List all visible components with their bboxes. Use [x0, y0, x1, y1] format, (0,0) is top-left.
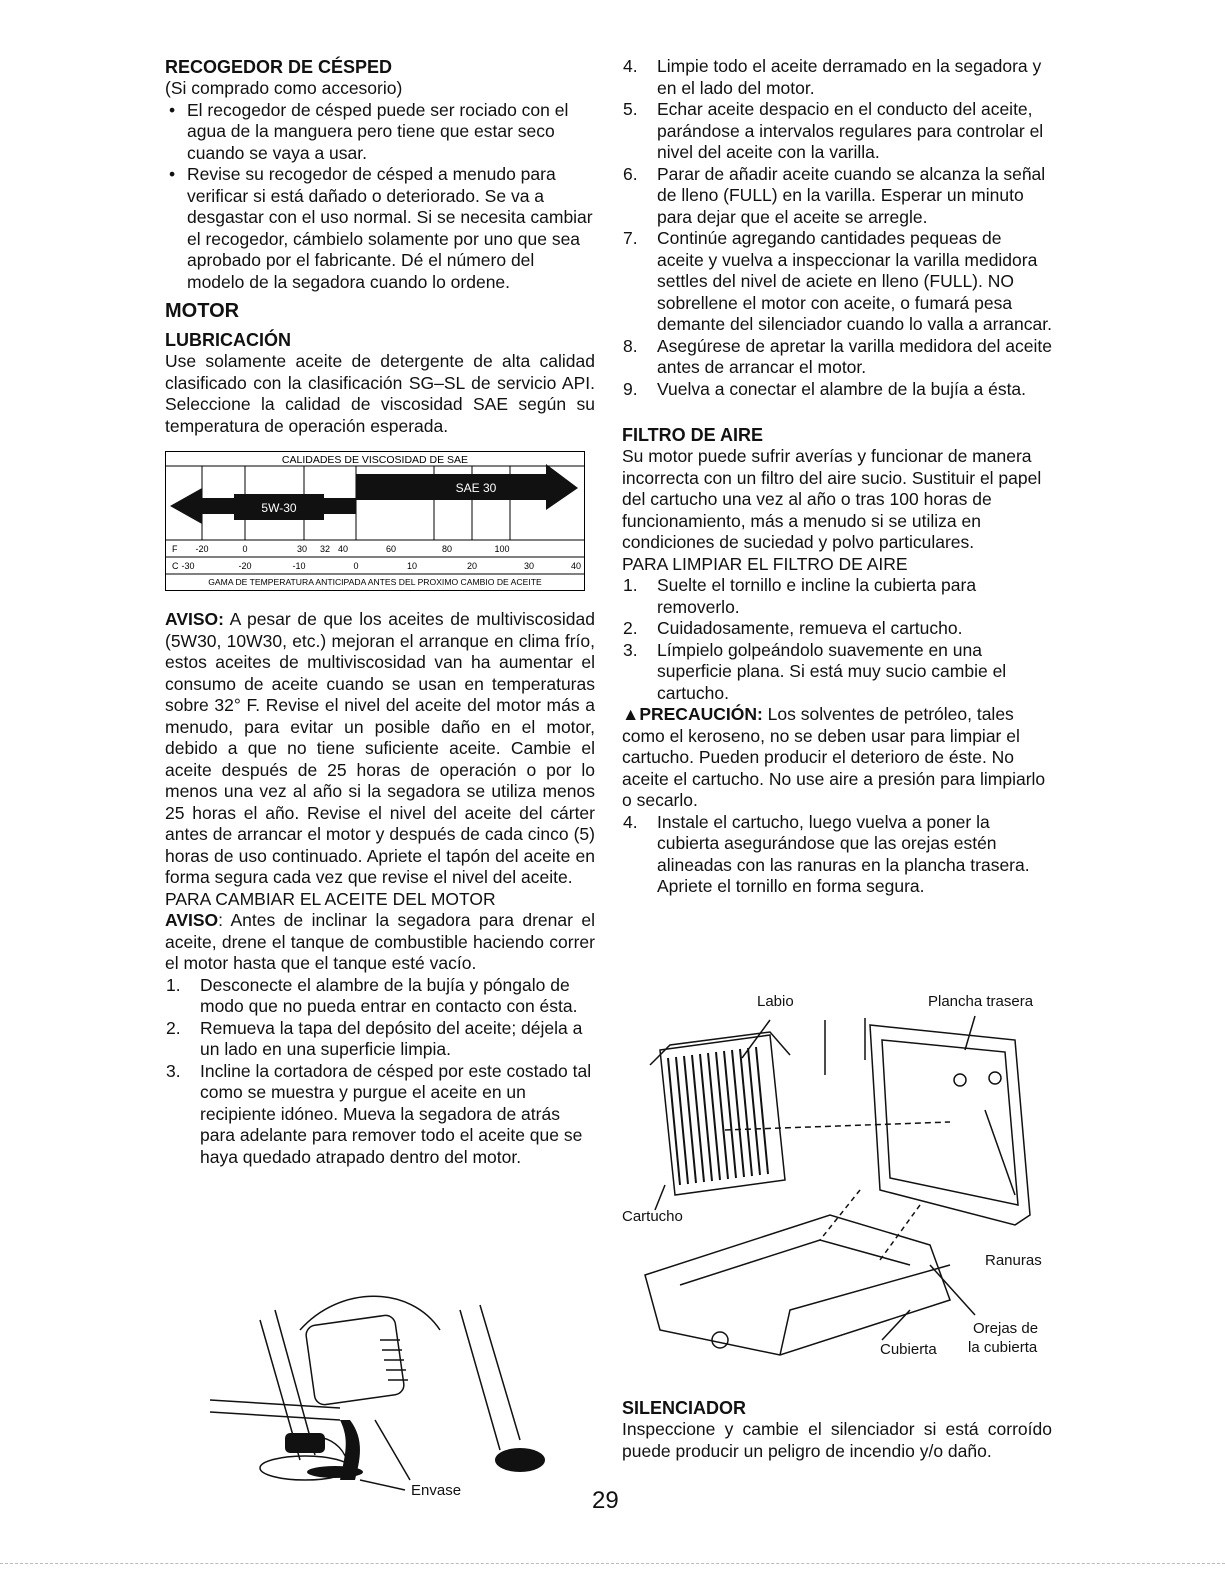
step-text: Limpie todo el aceite derramado en la segadora y en el lado del motor.: [657, 56, 1042, 98]
oil-drain-illustration: [200, 1290, 570, 1500]
oil-change-steps: [165, 975, 595, 1169]
step-number: 6.: [623, 163, 638, 184]
step-text: Límpielo golpeándolo suavemente en una superficie plana. Si está muy sucio cambie el cartucho.: [657, 639, 1007, 703]
list-item: [622, 99, 1052, 164]
right-column: [622, 56, 1052, 898]
air-filter-illustration: [620, 1010, 1055, 1365]
sae-chart-svg: [166, 452, 584, 590]
precaucion-paragraph: [622, 704, 1052, 812]
step-number: 7.: [623, 228, 638, 248]
c-tick: 0: [353, 561, 359, 571]
precaucion-label: PRECAUCIÓN:: [639, 704, 763, 724]
fig-label-ranuras: Ranuras: [985, 1252, 1042, 1269]
chart-footer: GAMA DE TEMPERATURA ANTICIPADA ANTES DEL PROXIMO CAMBIO DE ACEITE: [208, 577, 542, 587]
aviso2-text: : Antes de inclinar la segadora para drenar el aceite, drene el tanque de combustible haciendo correr el motor hasta que el tanque esté vacío.: [165, 910, 595, 973]
step-text: Incline la cortadora de césped por este costado tal como se muestra y purgue el aceite en un recipiente idóneo. Mueva la segadora de atrás para adelante para remover todo el aceite que se haya quedado atrapado dentro del motor.: [200, 1060, 592, 1167]
step-text: Cuidadosamente, remueva el cartucho.: [657, 618, 963, 638]
c-tick: 30: [523, 561, 535, 571]
lubricacion-title: LUBRICACIÓN: [165, 330, 291, 350]
aviso1-paragraph: [165, 609, 595, 889]
list-item: [165, 1061, 595, 1169]
f-tick: 40: [337, 544, 349, 554]
oil-change-steps-continued: [622, 56, 1052, 400]
silenciador-title: SILENCIADOR: [622, 1398, 747, 1418]
cambiar-title: PARA CAMBIAR EL ACEITE DEL MOTOR: [165, 888, 496, 909]
f-tick: 32: [319, 544, 331, 554]
cartridge-pleats: [668, 1047, 768, 1185]
sae-viscosity-chart: [165, 451, 585, 591]
list-item: [622, 575, 1052, 618]
silenciador-section: [622, 1397, 1052, 1462]
c-tick: 20: [466, 561, 478, 571]
silenciador-text: Inspeccione y cambie el silenciador si está corroído puede producir un peligro de incendio y/o daño.: [622, 1419, 1052, 1461]
f-tick: 30: [296, 544, 308, 554]
step-text: Parar de añadir aceite cuando se alcanza la señal de lleno (FULL) en la varilla. Esperar un minuto para dejar que el aceite se arregle.: [657, 163, 1046, 227]
fig-label-cubierta: Cubierta: [880, 1341, 937, 1358]
c-tick: -30: [181, 561, 195, 571]
list-item: [622, 640, 1052, 705]
page-bottom-divider: [0, 1563, 1225, 1564]
f-tick: 80: [441, 544, 453, 554]
lubricacion-text: Use solamente aceite de detergente de alta calidad clasificado con la clasificación SG–SL de servicio API. Seleccione la calidad de viscosidad SAE según su temperatura de operación esperada.: [165, 351, 595, 436]
aviso2-label: AVISO: [165, 910, 219, 930]
step-text: Suelte el tornillo e incline la cubierta para removerlo.: [657, 575, 977, 617]
limpiar-step-4: [622, 812, 1052, 898]
list-item: [622, 618, 1052, 640]
step-number: 4.: [623, 811, 638, 832]
motor-title: MOTOR: [165, 300, 240, 322]
page-number: 29: [592, 1487, 619, 1514]
c-tick: -20: [238, 561, 252, 571]
step-text: Remueva la tapa del depósito del aceite; déjela a un lado en una superficie limpia.: [200, 1017, 583, 1059]
list-item: [622, 336, 1052, 379]
left-column: [165, 56, 595, 1168]
recogedor-title: RECOGEDOR DE CÉSPED: [165, 57, 393, 77]
c-tick: 40: [570, 561, 582, 571]
step-text: Continúe agregando cantidades pequeas de aceite y vuelva a inspeccionar la varilla medidora settles del nivel de aciete en lleno (FULL). NO sobrellene el motor con aceite, o fumará pesa demante del silenciador cuando lo valla a arrancar.: [657, 228, 1052, 334]
step-text: Asegúrese de apretar la varilla medidora del aceite antes de arrancar el motor.: [657, 335, 1052, 377]
fig-label-labio: Labio: [757, 993, 794, 1010]
step-number: 4.: [623, 56, 638, 76]
fig-label-orejas-2: la cubierta: [968, 1339, 1038, 1356]
step-number: 1.: [166, 974, 181, 995]
recogedor-bullets: [165, 100, 595, 294]
step-text: Vuelva a conectar el alambre de la bujía a ésta.: [657, 378, 1027, 399]
step-text: Echar aceite despacio en el conducto del aceite, parándose a intervalos regulares para controlar el nivel del aceite con la varilla.: [657, 99, 1044, 162]
list-item: [622, 812, 1052, 898]
list-item: [622, 164, 1052, 229]
list-item: • Revise su recogedor de césped a menudo para verificar si está dañado o deteriorado. Se va a desgastar con el uso normal. Si se necesita cambiar el recogedor, cámbielo solamente por uno que sea aprobado por el fabricante. Dé el número del modelo de la segadora cuando lo ordene.: [165, 164, 595, 293]
f-tick: -20: [195, 544, 209, 554]
f-axis-label: F: [172, 544, 178, 554]
list-item: • El recogedor de césped puede ser rociado con el agua de la manguera pero tiene que estar seco cuando se vaya a usar.: [165, 100, 595, 165]
step-number: 2.: [166, 1017, 181, 1038]
f-ticks: [195, 544, 509, 554]
c-tick: 10: [406, 561, 418, 571]
list-item: [165, 1018, 595, 1061]
list-item: [165, 975, 595, 1018]
envase-label: Envase: [411, 1482, 462, 1499]
step-number: 9.: [623, 378, 638, 399]
aviso2-paragraph: [165, 910, 595, 975]
warning-icon: ▲: [622, 704, 640, 724]
step-number: 5.: [623, 99, 638, 119]
step-number: 1.: [623, 575, 638, 595]
c-axis-label: C: [172, 561, 179, 571]
list-item: [622, 379, 1052, 401]
aviso1-text: A pesar de que los aceites de multiviscosidad (5W30, 10W30, etc.) mejoran el arranque en clima frío, estos aceites de multiviscosidad van ha aumentar el consumo de aceite cuando se usan en temperaturas sobre 32° F. Revise el nivel del aceite del motor más a menudo, para evitar un posible daño en el motor, debido a que no tiene suficiente aceite. Cambie el aceite después de 25 horas de operación o por lo menos una vez al año si la segadora se utiliza menos 25 horas el año. Revise el nivel del aceite del cárter antes de arrancar el motor y después de cada cinco (5) horas de uso continuado. Apriete el tapón del aceite en forma segura cada vez que revise el nivel del aceite.: [165, 609, 595, 887]
step-number: 2.: [623, 618, 638, 638]
f-tick: 60: [385, 544, 397, 554]
series-label-5w30: 5W-30: [261, 501, 297, 515]
f-tick: 100: [494, 544, 510, 554]
list-item: [622, 56, 1052, 99]
fig-label-plancha: Plancha trasera: [928, 993, 1034, 1010]
precaucion-text: Los solventes de petróleo, tales como el keroseno, no se deben usar para limpiar el cartucho. Pueden producir el deterioro de éste. No aceite el cartucho. No use aire a presión para limpiarlo o secarlo.: [622, 704, 1046, 810]
step-text: Desconecte el alambre de la bujía y póngalo de modo que no pueda entrar en contacto con ésta.: [200, 974, 578, 1016]
fig-label-cartucho: Cartucho: [622, 1208, 683, 1225]
limpiar-title: PARA LIMPIAR EL FILTRO DE AIRE: [622, 553, 908, 574]
step-number: 3.: [623, 639, 638, 660]
list-item: [622, 228, 1052, 336]
step-number: 3.: [166, 1060, 181, 1081]
f-tick: 0: [242, 544, 248, 554]
series-label-sae30: SAE 30: [455, 481, 497, 495]
c-ticks: [181, 561, 581, 571]
recogedor-subtitle: (Si comprado como accesorio): [165, 78, 403, 98]
filtro-text: Su motor puede sufrir averías y funcionar de manera incorrecta con un filtro del aire sucio. Sustituir el papel del cartucho una vez al año o tras 100 horas de funcionamiento, más a menudo si se utiliza en condiciones de suciedad y polvo particulares.: [622, 446, 1042, 552]
step-text: Instale el cartucho, luego vuelva a poner la cubierta asegurándose que las orejas estén alineadas con las ranuras en la plancha trasera. Apriete el tornillo en forma segura.: [657, 811, 1030, 896]
c-tick: -10: [292, 561, 306, 571]
chart-title: CALIDADES DE VISCOSIDAD DE SAE: [281, 454, 469, 466]
step-number: 8.: [623, 335, 638, 356]
aviso1-label: AVISO:: [165, 609, 224, 629]
limpiar-steps: [622, 575, 1052, 704]
filtro-title: FILTRO DE AIRE: [622, 425, 763, 445]
fig-label-orejas-1: Orejas de: [973, 1320, 1039, 1337]
